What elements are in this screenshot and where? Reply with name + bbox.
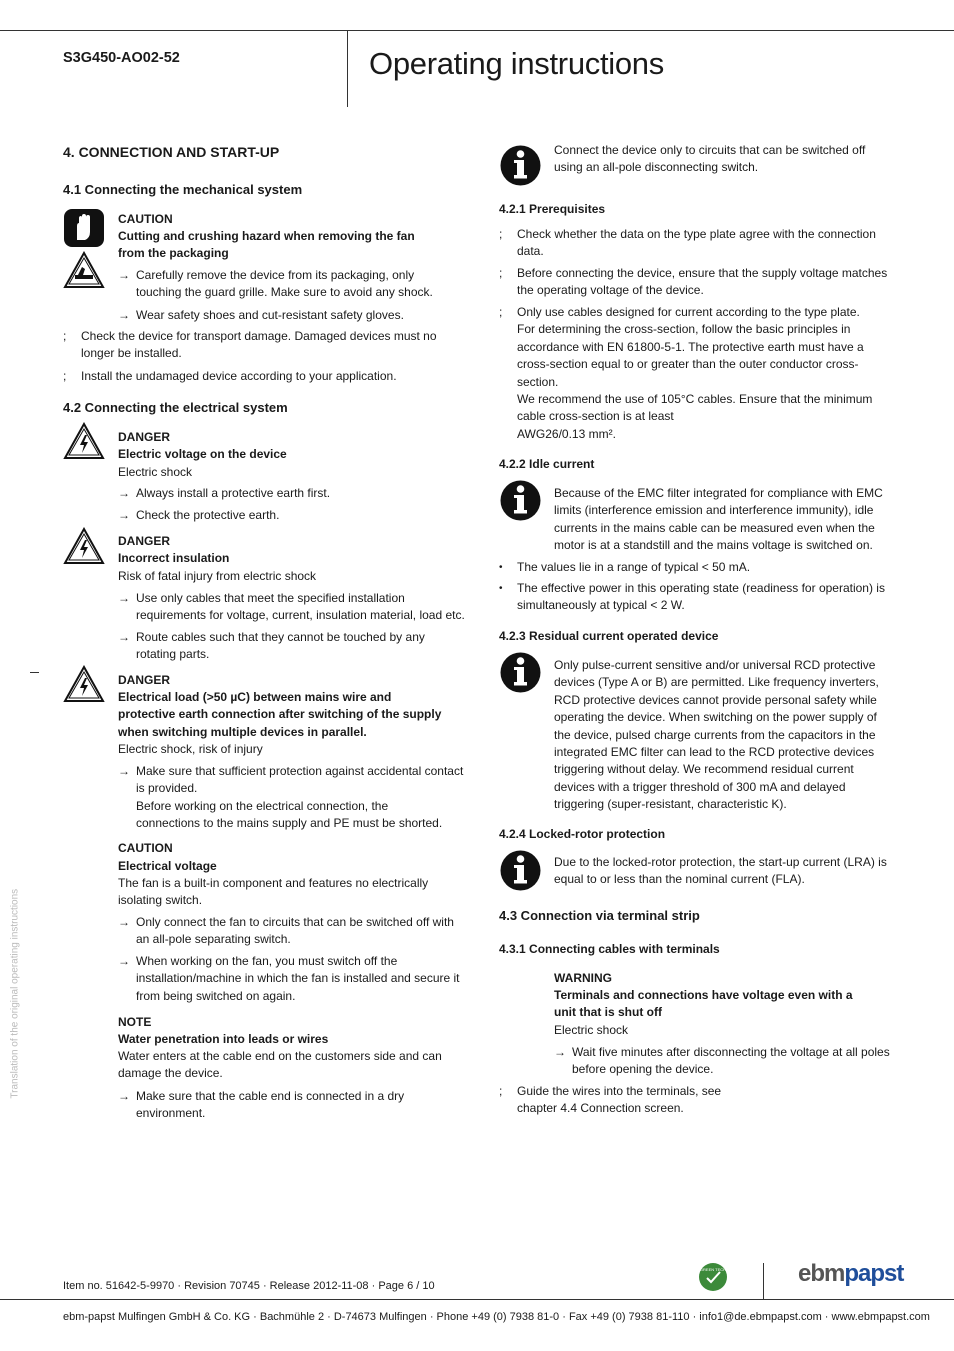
- info-text-line: Only pulse-current sensitive and/or universal RCD protective: [554, 658, 876, 672]
- info-text-line: using an all-pole disconnecting switch.: [554, 160, 759, 175]
- info-text: [554, 657, 879, 814]
- note-label: NOTE: [118, 1015, 152, 1029]
- info-text-line: operating the device. When switching on the power supply of: [554, 710, 877, 725]
- arrow-item: [118, 629, 425, 664]
- warning-heading-cont: unit that is shut off: [554, 1005, 662, 1019]
- ebmpapst-logo: [798, 1259, 903, 1289]
- bullet-marker: ;: [63, 329, 67, 343]
- list-text-cont: the operating voltage of the device.: [517, 283, 704, 298]
- list-item: [499, 559, 750, 576]
- list-text-cont: simultaneously at typical < 2 W.: [517, 598, 685, 613]
- arrow-icon: →: [118, 1089, 130, 1103]
- list-item: [63, 368, 397, 385]
- info-icon: [499, 479, 542, 522]
- list-text-cont: section.: [517, 374, 559, 389]
- arrow-text: Check the protective earth.: [136, 508, 280, 522]
- bullet-marker: ;: [499, 227, 503, 241]
- arrow-text-cont: installation/machine in which the fan is installed and secure it: [136, 971, 460, 986]
- arrow-text: Route cables such that they cannot be touched by any: [136, 630, 425, 644]
- arrow-text-cont: environment.: [136, 1106, 206, 1121]
- info-text-line: devices (Type A or B) are permitted. Like frequency inverters,: [554, 675, 879, 690]
- arrow-text-cont: Before working on the electrical connection, the: [136, 798, 389, 813]
- danger-label: DANGER: [118, 673, 171, 687]
- arrow-icon: →: [118, 486, 130, 500]
- info-icon: [499, 651, 542, 694]
- danger-text: Electric shock: [118, 465, 193, 479]
- list-text: Check whether the data on the type plate agree with the connection: [517, 227, 876, 241]
- arrow-text-cont: an all-pole separating switch.: [136, 932, 291, 947]
- caution-text-line: isolating switch.: [118, 893, 203, 908]
- arrow-text: Make sure that the cable end is connected in a dry: [136, 1089, 405, 1103]
- arrow-item: [118, 914, 454, 949]
- page-title: Operating instructions: [369, 46, 664, 81]
- logo-ebm: ebm: [798, 1260, 845, 1287]
- info-icon: [499, 849, 542, 892]
- list-text: The values lie in a range of typical < 50 mA.: [517, 560, 751, 574]
- footer-company: ebm-papst Mulfingen GmbH & Co. KG · Bachmühle 2 · D-74673 Mulfingen · Phone +49 (0) 7938 81-0 · Fax +49 (0) 7938 81-110 · info1@de.ebmpapst.com · www.ebmpapst.com: [63, 1311, 930, 1323]
- subsection-41-title: 4.1 Connecting the mechanical system: [63, 182, 303, 197]
- list-text: Install the undamaged device according to your application.: [81, 369, 397, 383]
- margin-tick: [30, 672, 39, 673]
- arrow-item: [118, 1088, 404, 1123]
- arrow-text: Wear safety shoes and cut-resistant safety gloves.: [136, 308, 404, 322]
- subsection-424-title: 4.2.4 Locked-rotor protection: [499, 827, 666, 841]
- gloves-icon: [63, 208, 105, 248]
- list-text-cont: data.: [517, 244, 544, 259]
- info-text: [554, 142, 865, 177]
- list-text-cont: chapter 4.4 Connection screen.: [517, 1101, 684, 1116]
- warning-label: WARNING: [554, 971, 612, 985]
- arrow-item: [118, 590, 465, 625]
- list-text-cont: For determining the cross-section, follow the basic principles in: [517, 322, 851, 337]
- arrow-icon: →: [118, 764, 130, 778]
- info-text-line: devices with a trigger threshold of 300 mA and delayed: [554, 779, 846, 794]
- caution-label: CAUTION: [118, 841, 173, 855]
- arrow-text-cont: requirements for voltage, current, insulation material, load etc.: [136, 608, 465, 623]
- arrow-icon: →: [118, 508, 130, 522]
- arrow-icon: →: [118, 915, 130, 929]
- danger-text: Risk of fatal injury from electric shock: [118, 569, 317, 583]
- arrow-icon: →: [118, 954, 130, 968]
- bullet-marker: ;: [499, 1084, 503, 1098]
- arrow-text: Make sure that sufficient protection against accidental contact: [136, 764, 464, 778]
- caution-heading: Cutting and crushing hazard when removing the fan: [118, 229, 415, 243]
- arrow-item: [554, 1044, 890, 1079]
- list-text-cont: accordance with EN 61800-5-1. The protective earth must have a: [517, 339, 864, 354]
- arrow-icon: →: [118, 630, 130, 644]
- danger-heading: Electrical load (>50 µC) between mains wire and: [118, 690, 392, 704]
- arrow-text: Only connect the fan to circuits that can be switched off with: [136, 915, 454, 929]
- list-item: [499, 265, 887, 300]
- arrow-text-cont: touching the guard grille. Make sure to avoid any shock.: [136, 285, 433, 300]
- info-icon: [499, 144, 542, 187]
- arrow-text: Always install a protective earth first.: [136, 486, 331, 500]
- section-title: 4. CONNECTION AND START-UP: [63, 144, 280, 160]
- list-text-cont: AWG26/0.13 mm².: [517, 426, 616, 441]
- electric-hazard-icon: [63, 527, 105, 565]
- arrow-item: [118, 267, 433, 302]
- footer-divider: [763, 1263, 764, 1299]
- bullet-dot: •: [499, 583, 503, 594]
- list-text-cont: cross-section equal to or greater than the outer conductor cross-: [517, 357, 859, 372]
- info-text-line: motor is at a standstill and the mains voltage is switched on.: [554, 538, 873, 553]
- list-item: [499, 226, 876, 261]
- subsection-43-title: 4.3 Connection via terminal strip: [499, 908, 700, 923]
- bullet-marker: ;: [499, 266, 503, 280]
- info-text-line: limits (interference emission and interference immunity), idle: [554, 503, 874, 518]
- info-text-line: Due to the locked-rotor protection, the start-up current (LRA) is: [554, 855, 887, 869]
- danger-text: Electric shock, risk of injury: [118, 742, 263, 756]
- info-text-line: integrated EMC filter can lead to the RCD protective devices: [554, 745, 875, 760]
- caution-label: CAUTION: [118, 212, 173, 226]
- arrow-text-cont: before opening the device.: [572, 1062, 714, 1077]
- list-text-cont: cable cross-section is at least: [517, 409, 674, 424]
- logo-papst: papst: [844, 1260, 904, 1287]
- list-text: Guide the wires into the terminals, see: [517, 1084, 722, 1098]
- electric-hazard-icon: [63, 422, 105, 460]
- arrow-text-cont: rotating parts.: [136, 647, 210, 662]
- list-item: [499, 1083, 721, 1118]
- header-top-rule: [0, 30, 954, 31]
- bullet-marker: ;: [499, 305, 503, 319]
- danger-label: DANGER: [118, 534, 171, 548]
- arrow-item: [118, 763, 463, 833]
- list-item: [499, 580, 885, 615]
- footer-item-info: Item no. 51642-5-9970 · Revision 70745 · Release 2012-11-08 · Page 6 / 10: [63, 1280, 435, 1292]
- list-text: Check the device for transport damage. Damaged devices must no: [81, 329, 437, 343]
- info-text: [554, 854, 887, 889]
- model-number: S3G450-AO02-52: [63, 50, 180, 66]
- arrow-item: [118, 953, 460, 1005]
- arrow-icon: →: [118, 591, 130, 605]
- arrow-text: When working on the fan, you must switch off the: [136, 954, 398, 968]
- list-text: Before connecting the device, ensure that the supply voltage matches: [517, 266, 888, 280]
- arrow-text: Carefully remove the device from its packaging, only: [136, 268, 415, 282]
- warning-text: Electric shock: [554, 1023, 629, 1037]
- note-text-line: Water enters at the cable end on the customers side and can: [118, 1049, 442, 1063]
- header-divider: [347, 30, 348, 107]
- danger-heading: Electric voltage on the device: [118, 447, 287, 461]
- caution-heading: Electrical voltage: [118, 859, 217, 873]
- caution-text-line: The fan is a built-in component and features no electrically: [118, 876, 429, 890]
- caution-text: [118, 875, 428, 910]
- info-text-line: the device, pulsed charge currents from the capacitors in the: [554, 727, 876, 742]
- info-text-line: equal to or less than the nominal current (FLA).: [554, 872, 805, 887]
- info-text-line: currents in the mains cable can be measured even when the: [554, 520, 875, 535]
- note-text: [118, 1048, 442, 1083]
- green-tech-badge-text: GREEN TECH: [699, 1267, 727, 1272]
- list-text-cont: We recommend the use of 105°C cables. Ensure that the minimum: [517, 392, 873, 407]
- side-note: Translation of the original operating instructions: [9, 888, 21, 1099]
- list-item: [63, 328, 437, 363]
- arrow-text-cont: connections to the mains supply and PE must be shorted.: [136, 816, 443, 831]
- arrow-icon: →: [554, 1045, 566, 1059]
- list-text: The effective power in this operating state (readiness for operation) is: [517, 581, 885, 595]
- info-text-line: triggering (super-resistant, characteristic K).: [554, 797, 787, 812]
- arrow-item: [118, 307, 404, 324]
- subsection-431-title: 4.3.1 Connecting cables with terminals: [499, 942, 720, 956]
- green-tech-badge: [698, 1262, 728, 1292]
- arrow-text: Wait five minutes after disconnecting the voltage at all poles: [572, 1045, 890, 1059]
- subsection-422-title: 4.2.2 Idle current: [499, 457, 595, 471]
- arrow-text-cont: from being switched on again.: [136, 988, 296, 1003]
- arrow-item: [118, 485, 330, 502]
- info-text: [554, 485, 883, 555]
- note-heading: Water penetration into leads or wires: [118, 1032, 329, 1046]
- subsection-421-title: 4.2.1 Prerequisites: [499, 202, 606, 216]
- arrow-text: Use only cables that meet the specified installation: [136, 591, 405, 605]
- info-text-line: Connect the device only to circuits that can be switched off: [554, 143, 866, 157]
- arrow-text-cont: is provided.: [136, 781, 198, 796]
- list-text-cont: longer be installed.: [81, 346, 182, 361]
- crushing-hazard-icon: [63, 251, 105, 289]
- arrow-item: [118, 507, 279, 524]
- arrow-icon: →: [118, 308, 130, 322]
- danger-label: DANGER: [118, 430, 171, 444]
- danger-heading: Incorrect insulation: [118, 551, 230, 565]
- electric-hazard-icon: [63, 665, 105, 703]
- info-text-line: Because of the EMC filter integrated for compliance with EMC: [554, 486, 883, 500]
- caution-heading-cont: from the packaging: [118, 246, 229, 260]
- danger-heading-cont: protective earth connection after switching of the supply: [118, 707, 442, 721]
- arrow-icon: →: [118, 268, 130, 282]
- danger-heading-cont: when switching multiple devices in parallel.: [118, 725, 367, 739]
- subsection-423-title: 4.2.3 Residual current operated device: [499, 629, 719, 643]
- info-text-line: RCD protective devices cannot provide personal safety while: [554, 692, 877, 707]
- info-text-line: triggering without delay. We recommend residual current: [554, 762, 854, 777]
- note-text-line: damage the device.: [118, 1066, 223, 1081]
- bullet-dot: •: [499, 562, 503, 573]
- subsection-42-title: 4.2 Connecting the electrical system: [63, 400, 288, 415]
- list-item: [499, 304, 872, 443]
- bullet-marker: ;: [63, 369, 67, 383]
- warning-heading: Terminals and connections have voltage even with a: [554, 988, 853, 1002]
- footer-rule: [0, 1299, 954, 1300]
- list-text: Only use cables designed for current according to the type plate.: [517, 305, 860, 319]
